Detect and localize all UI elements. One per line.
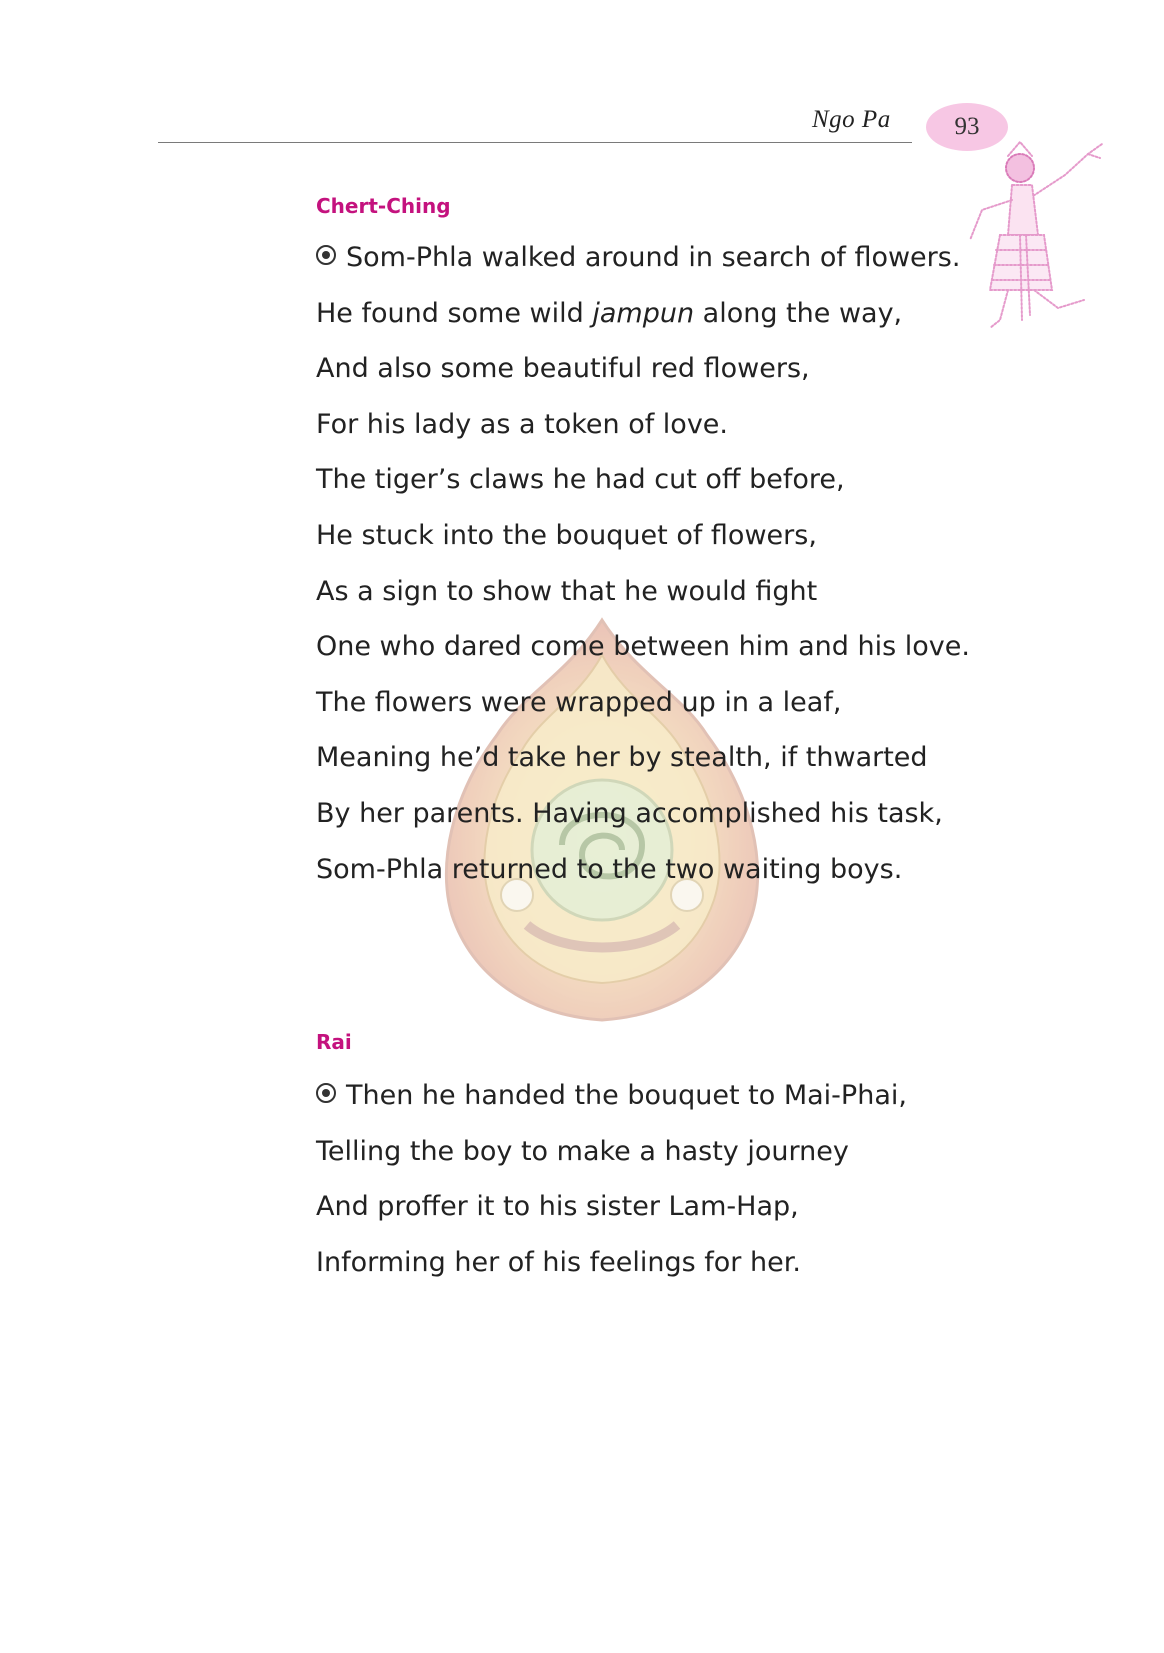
verse-line	[316, 405, 970, 461]
verse-line-text: And proffer it to his sister Lam-Hap,	[316, 1191, 799, 1223]
verse-line-text: Som-Phla returned to the two waiting boys.	[316, 853, 903, 885]
verse-line	[316, 738, 970, 794]
verse-line	[316, 1132, 907, 1188]
verse-line-text: He found some wild	[316, 297, 593, 329]
verse-line	[316, 1243, 907, 1299]
verse-line-text: For his lady as a token of love.	[316, 408, 728, 440]
verse-line	[316, 460, 970, 516]
verse-line-text: As a sign to show that he would fight	[316, 575, 818, 607]
verse-stanza	[316, 1076, 907, 1298]
verse-line	[316, 850, 970, 906]
verse-line-text: By her parents. Having accomplished his task,	[316, 797, 943, 829]
verse-line-text: along the way,	[694, 297, 903, 329]
verse-stanza	[316, 238, 970, 905]
bullet-circle-icon	[316, 245, 336, 265]
section-heading: Rai	[316, 1030, 352, 1054]
verse-line-text: Informing her of his feelings for her.	[316, 1246, 801, 1278]
verse-line	[316, 683, 970, 739]
verse-line-text: Som-Phla walked around in search of flowers.	[346, 242, 961, 273]
verse-line-text: He stuck into the bouquet of flowers,	[316, 519, 817, 551]
running-head: Ngo Pa	[812, 106, 891, 133]
section-heading: Chert-Ching	[316, 194, 451, 218]
verse-line	[316, 349, 970, 405]
bullet-circle-icon	[316, 1083, 336, 1103]
verse-line	[316, 794, 970, 850]
verse-line-text: Telling the boy to make a hasty journey	[316, 1135, 849, 1167]
thai-dancer-icon	[960, 140, 1124, 350]
verse-line	[316, 572, 970, 628]
verse-line-text: Meaning he’d take her by stealth, if thwarted	[316, 742, 928, 774]
verse-line-text: Then he handed the bouquet to Mai-Phai,	[346, 1080, 907, 1111]
verse-line-text: And also some beautiful red flowers,	[316, 353, 810, 385]
verse-line-text: The flowers were wrapped up in a leaf,	[316, 686, 842, 718]
verse-line	[316, 1187, 907, 1243]
verse-line	[316, 627, 970, 683]
verse-line	[316, 238, 970, 294]
verse-line	[316, 294, 970, 350]
verse-line	[316, 1076, 907, 1132]
verse-line-text: One who dared come between him and his love.	[316, 631, 970, 663]
verse-line	[316, 516, 970, 572]
verse-line-text: The tiger’s claws he had cut off before,	[316, 464, 845, 496]
page-number: 93	[954, 113, 980, 140]
header-rule	[158, 142, 912, 143]
verse-italic-term: jampun	[592, 297, 695, 329]
